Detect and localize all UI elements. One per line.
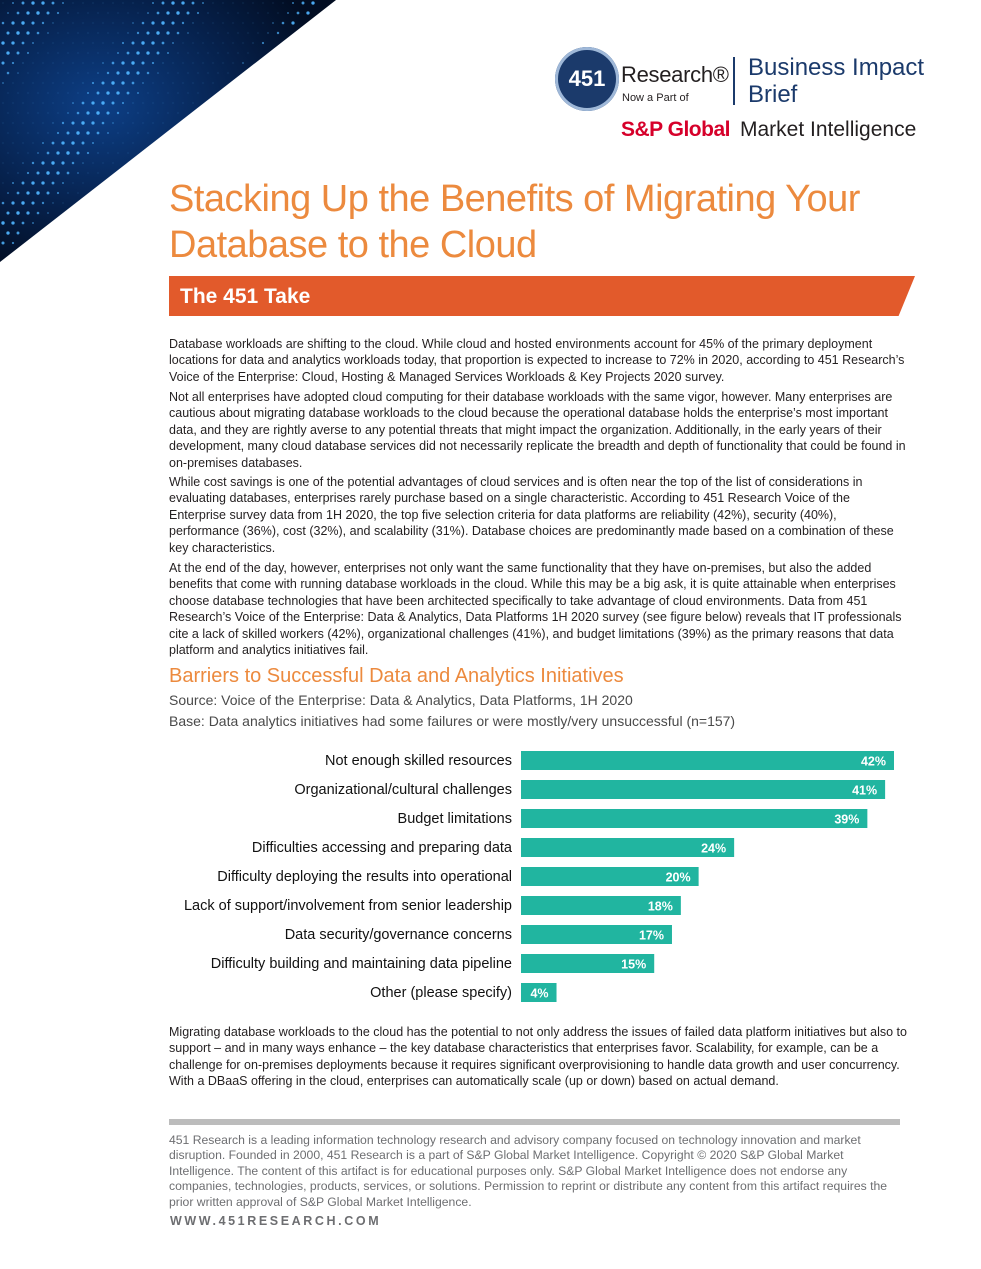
footer-rule: [169, 1119, 900, 1125]
body-paragraph: At the end of the day, however, enterprises not only want the same functionality that they have on-premises, but also the added benefits that come with running database workloads in the cloud. While this may be a big ask, it is quite attainable when enterprises choose database technologies that have been architected specifically to take advantage of cloud environments. Data from 451 Research’s Voice of the Enterprise: Data & Analytics, Data Platforms 1H 2020 survey (see figure below) reveals that IT professionals cite a lack of skilled workers (42%), organizational challenges (41%), and budget limitations (39%) as the primary reasons that data platform and analytics initiatives fail.: [169, 561, 902, 658]
footer-url: WWW.451RESEARCH.COM: [170, 1214, 382, 1228]
category-label: Other (please specify): [370, 985, 512, 1001]
bar-value-label: 17%: [638, 928, 664, 943]
bar-value-label: 24%: [701, 841, 727, 856]
body-paragraph: Database workloads are shifting to the cloud. While cloud and hosted environments account for 45% of the primary deployment locations for data and analytics workloads today, that proportion is expected to increase to 72% in 2020, according to 451 Research’s Voice of the Enterprise: Cloud, Hosting & Managed Services Workloads & Key Projects 2020 survey.: [169, 337, 905, 384]
451-logo-badge: 451: [555, 47, 619, 111]
bar-value-label: 15%: [621, 957, 647, 972]
footer-disclaimer: 451 Research is a leading information technology research and advisory company focused on technology innovation and market disruption. Founded in 2000, 451 Research is a part of S&P Global Market Intelligence. Copyright © 2020 S&P Global Market Intelligence. The content of this artifact is for educational purposes only. S&P Global Market Intelligence does not endorse any companies, technologies, products, services, or solutions. Permission to reprint or distribute any content from this artifact requires the prior written approval of S&P Global Market Intelligence.: [169, 1133, 888, 1209]
category-label: Difficulty building and maintaining data pipeline: [210, 956, 512, 972]
market-intelligence-label: Market Intelligence: [740, 118, 917, 141]
logo-subtitle: Now a Part of: [622, 92, 689, 104]
bar: [521, 780, 885, 799]
bar-value-label: 20%: [665, 870, 691, 885]
body-paragraph: While cost savings is one of the potential advantages of cloud services and is often near the top of the list of considerations in evaluating databases, enterprises rarely purchase based on a single characteristic. According to 451 Research Voice of the Enterprise survey data from 1H 2020, the top five selection criteria for data platforms are reliability (42%), security (40%), performance (36%), cost (32%), and scalability (31%). Database choices are predominantly made based on a combination of these key characteristics.: [169, 475, 894, 555]
barriers-bar-chart: [169, 744, 909, 1006]
bar-value-label: 39%: [834, 812, 860, 827]
category-label: Data security/governance concerns: [284, 927, 512, 943]
logo-divider: [733, 57, 735, 105]
chart-source: Source: Voice of the Enterprise: Data & Analytics, Data Platforms, 1H 2020: [169, 692, 633, 708]
category-label: Budget limitations: [397, 811, 512, 827]
category-label: Difficulties accessing and preparing data: [251, 840, 512, 856]
chart-title: Barriers to Successful Data and Analytics Initiatives: [169, 665, 624, 687]
bar-value-label: 42%: [860, 754, 886, 769]
category-label: Lack of support/involvement from senior leadership: [183, 898, 512, 914]
category-label: Difficulty deploying the results into operational: [217, 869, 512, 885]
bar-value-label: 4%: [530, 986, 549, 1001]
sp-global-brand: S&P Global: [621, 118, 730, 141]
bar: [521, 809, 867, 828]
page-title: Stacking Up the Benefits of Migrating Your Database to the Cloud: [169, 178, 860, 266]
closing-paragraph: Migrating database workloads to the cloud has the potential to not only address the issues of failed data platform initiatives but also to support – and in many ways enhance – the key database characteristics that enterprises favor. Scalability, for example, can be a challenge for on-premises deployments because it requires significant overprovisioning to handle data growth and user concurrency. With a DBaaS offering in the cloud, enterprises can automatically scale (up or down) based on actual demand.: [169, 1025, 907, 1089]
body-paragraph: Not all enterprises have adopted cloud computing for their database workloads with the same vigor, however. Many enterprises are cautious about migrating database workloads to the cloud because the operational database holds the enterprise’s most important data, and they are rightly averse to any potential threats that might impact the organization. Additionally, in the early years of their development, many cloud database services did not necessarily replicate the breadth and depth of functionality that could be found in on-premises databases.: [169, 390, 906, 470]
logo-name: Research®: [621, 62, 729, 87]
brief-type-label: Business Impact Brief: [748, 54, 925, 108]
chart-base-note: Base: Data analytics initiatives had some failures or were mostly/very unsuccessful (n=157): [169, 713, 736, 729]
category-label: Organizational/cultural challenges: [294, 782, 512, 798]
bar: [521, 751, 894, 770]
section-label: The 451 Take: [180, 285, 311, 308]
bar-value-label: 41%: [852, 783, 878, 798]
bar-value-label: 18%: [647, 899, 673, 914]
category-label: Not enough skilled resources: [325, 753, 512, 769]
